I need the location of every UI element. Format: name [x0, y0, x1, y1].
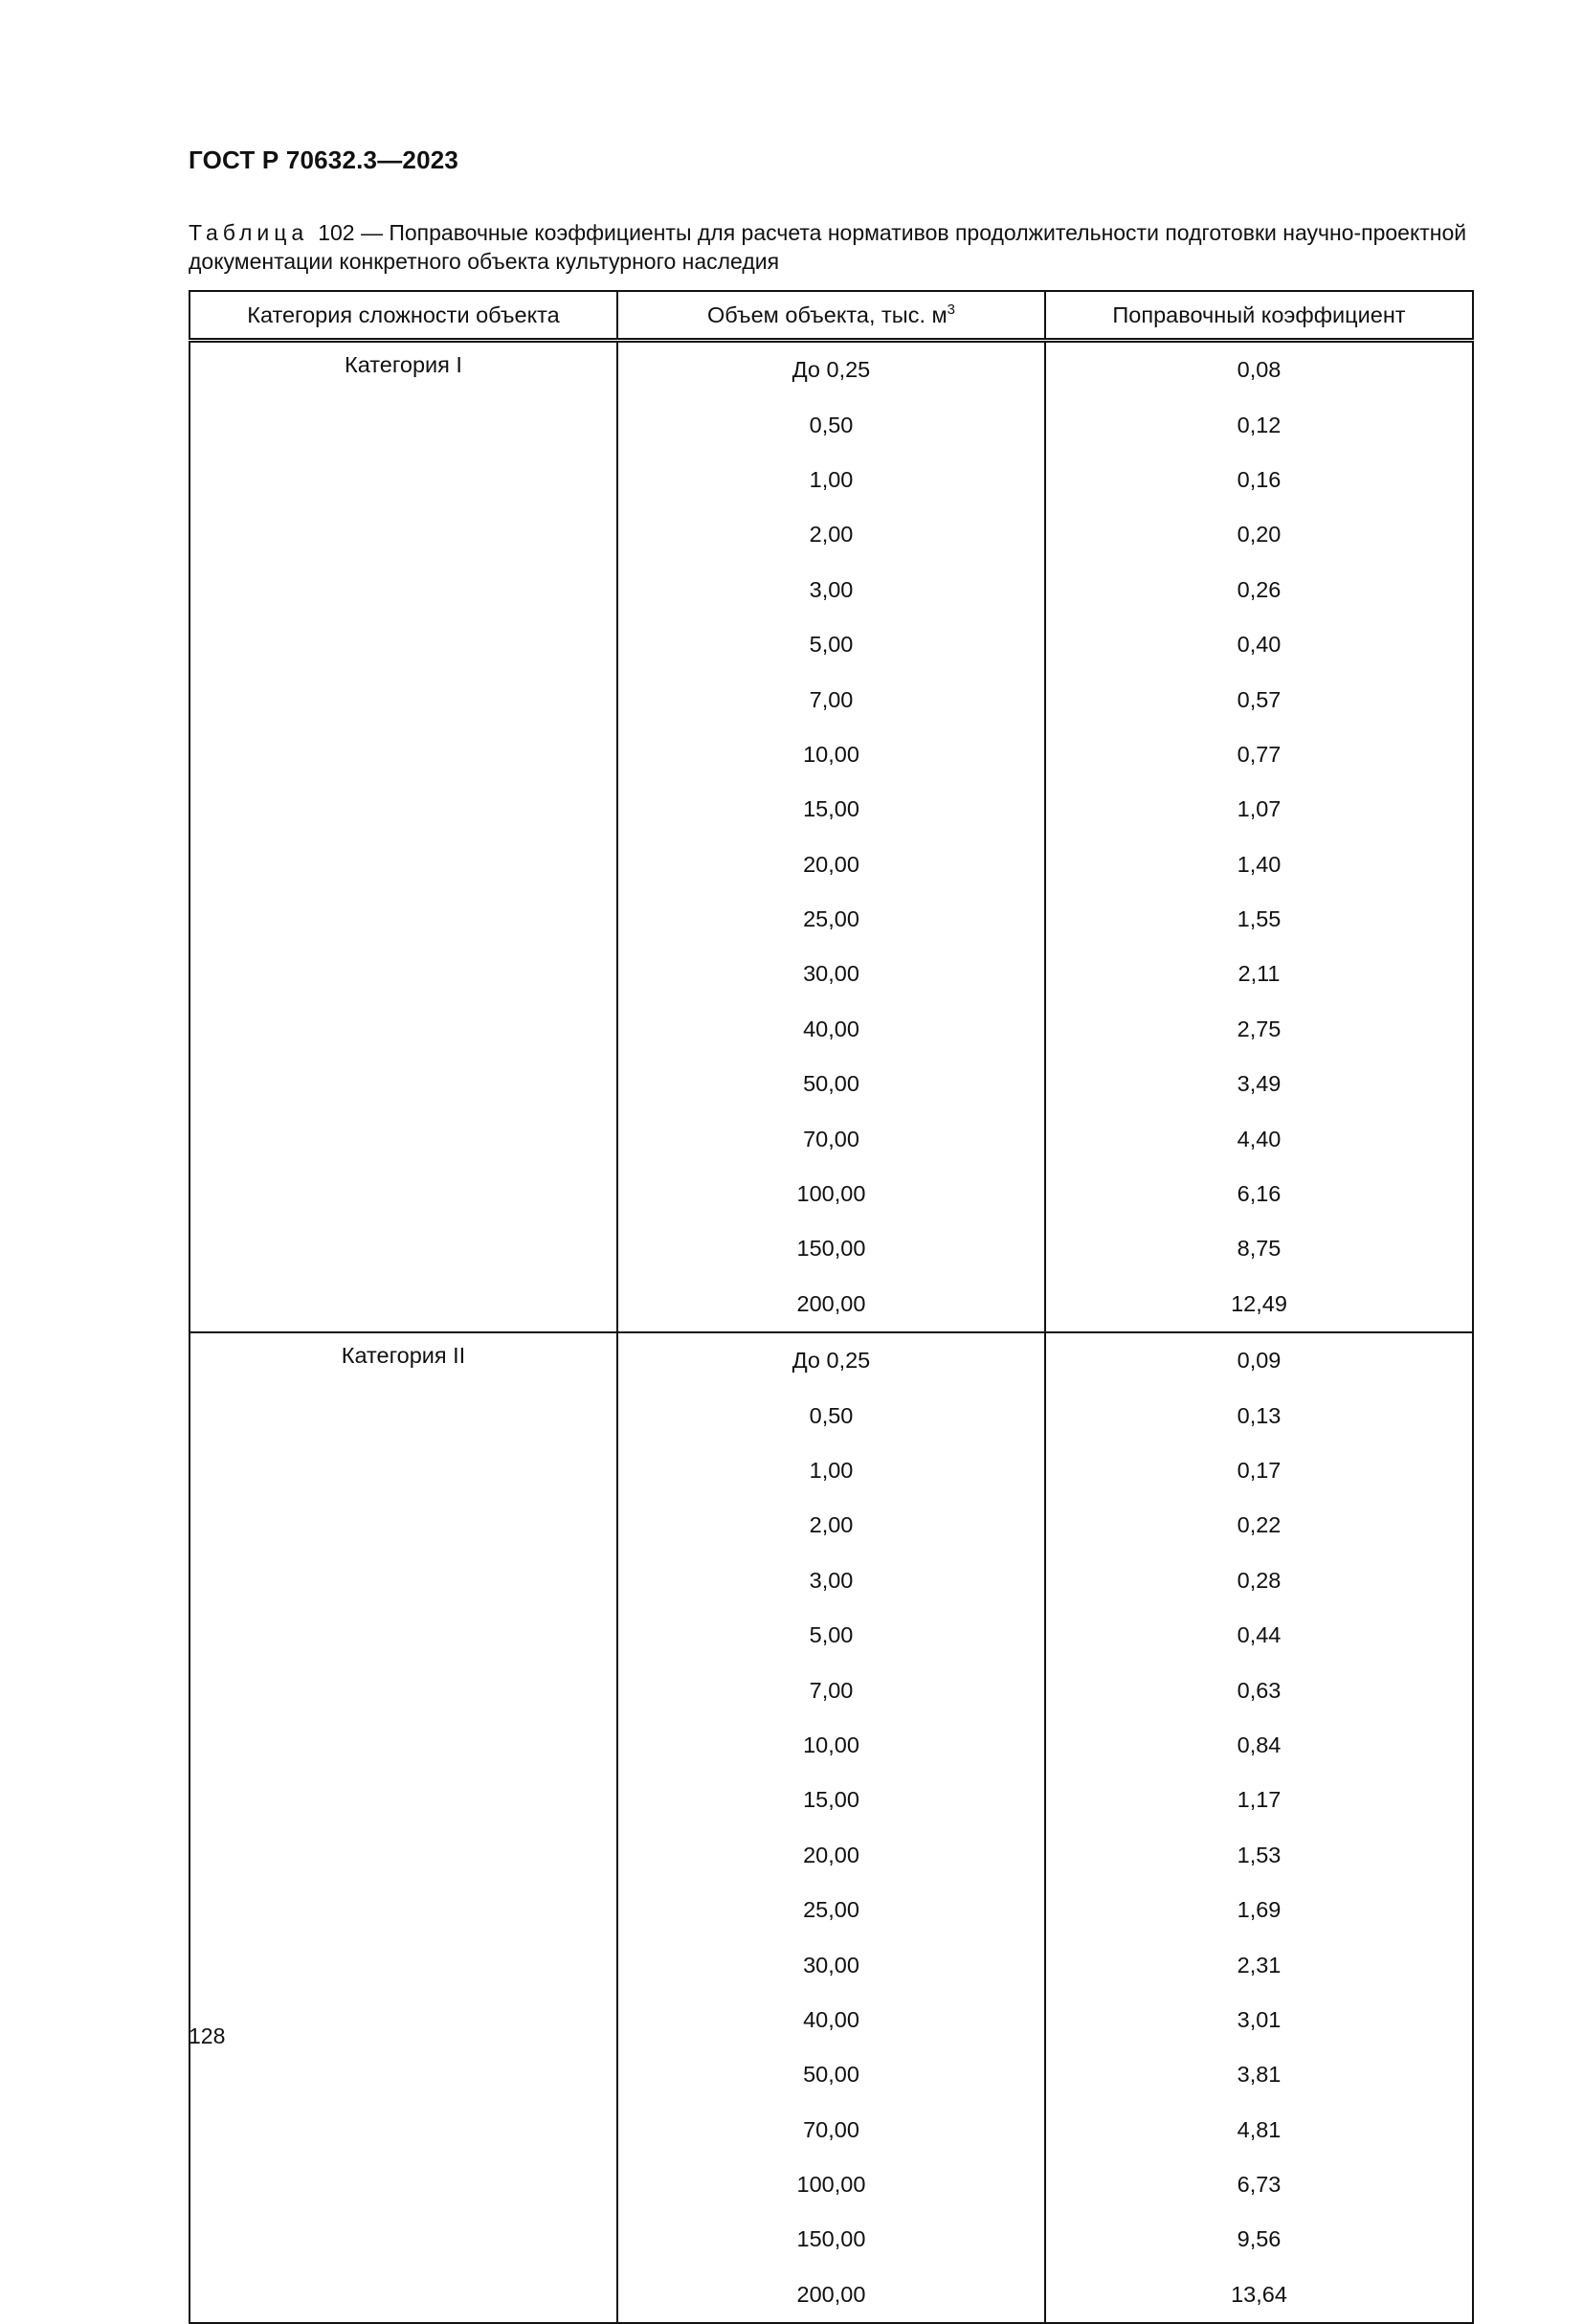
- table-row: [190, 1883, 1473, 1937]
- coefficient-cell: 0,44: [1045, 1608, 1473, 1663]
- category-cell: [190, 1388, 617, 1442]
- category-cell: [190, 1937, 617, 1992]
- category-cell: [190, 1057, 617, 1111]
- table-row: [190, 1937, 1473, 1992]
- category-cell: [190, 1773, 617, 1827]
- table-body: [190, 341, 1473, 2324]
- volume-cell: 2,00: [617, 1498, 1045, 1553]
- volume-cell: 25,00: [617, 1883, 1045, 1937]
- volume-cell: 100,00: [617, 2157, 1045, 2212]
- volume-cell: 70,00: [617, 1111, 1045, 1166]
- table-row: [190, 892, 1473, 947]
- category-cell: [190, 1553, 617, 1608]
- category-cell: [190, 892, 617, 947]
- category-cell: [190, 782, 617, 837]
- coefficient-cell: 0,57: [1045, 672, 1473, 726]
- coefficient-cell: 0,16: [1045, 453, 1473, 507]
- table-row: [190, 727, 1473, 782]
- volume-cell: 30,00: [617, 1937, 1045, 1992]
- volume-cell: 0,50: [617, 397, 1045, 452]
- coefficient-cell: 0,20: [1045, 507, 1473, 562]
- table-caption: [189, 218, 1471, 276]
- coefficient-cell: 0,40: [1045, 617, 1473, 672]
- volume-cell: 3,00: [617, 563, 1045, 617]
- volume-cell: До 0,25: [617, 341, 1045, 398]
- header-volume-superscript: 3: [947, 301, 956, 318]
- table-row: [190, 1663, 1473, 1717]
- category-cell: [190, 2157, 617, 2212]
- coefficient-cell: 4,81: [1045, 2103, 1473, 2157]
- category-cell: [190, 947, 617, 1001]
- table-row: [190, 782, 1473, 837]
- table-row: [190, 947, 1473, 1001]
- category-cell: [190, 563, 617, 617]
- volume-cell: 20,00: [617, 838, 1045, 892]
- coefficient-cell: 0,13: [1045, 1388, 1473, 1442]
- category-cell: [190, 453, 617, 507]
- category-cell: [190, 1993, 617, 2047]
- coefficient-cell: 4,40: [1045, 1111, 1473, 1166]
- category-cell: [190, 1221, 617, 1276]
- volume-cell: 25,00: [617, 892, 1045, 947]
- volume-cell: 5,00: [617, 617, 1045, 672]
- category-cell: [190, 672, 617, 726]
- category-cell: [190, 838, 617, 892]
- coefficient-cell: 13,64: [1045, 2268, 1473, 2323]
- table-row: [190, 1057, 1473, 1111]
- page-number: 128: [189, 2023, 226, 2048]
- table-row: [190, 1277, 1473, 1332]
- coefficient-cell: 6,73: [1045, 2157, 1473, 2212]
- table-caption-label: Таблица: [189, 220, 309, 245]
- coefficient-cell: 1,69: [1045, 1883, 1473, 1937]
- category-cell: [190, 1883, 617, 1937]
- header-volume: Объем объекта, тыс. $м^3$: [617, 291, 1045, 341]
- coefficient-cell: 0,77: [1045, 727, 1473, 782]
- table-row: [190, 1498, 1473, 1553]
- table-row: [190, 2103, 1473, 2157]
- table-row: [190, 1111, 1473, 1166]
- table-row: [190, 838, 1473, 892]
- coefficient-cell: 1,55: [1045, 892, 1473, 947]
- volume-cell: 150,00: [617, 1221, 1045, 1276]
- volume-cell: 70,00: [617, 2103, 1045, 2157]
- category-cell: Категория II: [190, 1332, 617, 1388]
- category-cell: [190, 1167, 617, 1221]
- coefficient-cell: 1,17: [1045, 1773, 1473, 1827]
- volume-cell: 40,00: [617, 1993, 1045, 2047]
- table-row: [190, 2157, 1473, 2212]
- coefficient-cell: 3,81: [1045, 2047, 1473, 2102]
- coefficient-cell: 3,01: [1045, 1993, 1473, 2047]
- table-row: [190, 1718, 1473, 1773]
- volume-cell: 7,00: [617, 1663, 1045, 1717]
- table-row: [190, 1828, 1473, 1883]
- category-cell: [190, 507, 617, 562]
- table-header-row: [190, 291, 1473, 341]
- table-row: [190, 1167, 1473, 1221]
- volume-cell: 10,00: [617, 1718, 1045, 1773]
- table-row: [190, 397, 1473, 452]
- category-cell: [190, 1277, 617, 1332]
- coefficient-cell: 2,31: [1045, 1937, 1473, 1992]
- category-cell: [190, 1663, 617, 1717]
- coefficient-cell: 0,84: [1045, 1718, 1473, 1773]
- table-row: [190, 1993, 1473, 2047]
- volume-cell: 0,50: [617, 1388, 1045, 1442]
- volume-cell: 200,00: [617, 1277, 1045, 1332]
- category-cell: [190, 2268, 617, 2323]
- volume-cell: 5,00: [617, 1608, 1045, 1663]
- category-cell: [190, 617, 617, 672]
- table-row: [190, 1332, 1473, 1388]
- coefficient-cell: 9,56: [1045, 2212, 1473, 2267]
- coefficient-cell: 0,22: [1045, 1498, 1473, 1553]
- volume-cell: 200,00: [617, 2268, 1045, 2323]
- table-row: [190, 1553, 1473, 1608]
- volume-cell: 1,00: [617, 1443, 1045, 1498]
- header-coefficient: Поправочный коэффициент: [1045, 291, 1473, 341]
- volume-cell: 150,00: [617, 2212, 1045, 2267]
- table-caption-text: 102 — Поправочные коэффициенты для расчета нормативов продолжительности подготовки научно-проектной документации конкретного объекта культурного наследия: [189, 220, 1467, 274]
- coefficient-cell: 0,17: [1045, 1443, 1473, 1498]
- category-cell: [190, 397, 617, 452]
- table-row: [190, 1221, 1473, 1276]
- coefficient-cell: 6,16: [1045, 1167, 1473, 1221]
- category-cell: [190, 1718, 617, 1773]
- table-row: [190, 1773, 1473, 1827]
- category-cell: [190, 727, 617, 782]
- table-row: [190, 672, 1473, 726]
- table-row: [190, 2212, 1473, 2267]
- coefficient-cell: 1,53: [1045, 1828, 1473, 1883]
- category-cell: [190, 1498, 617, 1553]
- coefficient-cell: 8,75: [1045, 1221, 1473, 1276]
- volume-cell: 50,00: [617, 2047, 1045, 2102]
- volume-cell: 7,00: [617, 672, 1045, 726]
- coefficient-cell: 0,28: [1045, 1553, 1473, 1608]
- table-row: [190, 563, 1473, 617]
- volume-cell: 15,00: [617, 1773, 1045, 1827]
- volume-cell: 1,00: [617, 453, 1045, 507]
- coefficient-cell: 1,07: [1045, 782, 1473, 837]
- volume-cell: 10,00: [617, 727, 1045, 782]
- coefficient-cell: 0,63: [1045, 1663, 1473, 1717]
- category-cell: [190, 1608, 617, 1663]
- volume-cell: 30,00: [617, 947, 1045, 1001]
- coefficient-cell: 12,49: [1045, 1277, 1473, 1332]
- header-category: Категория сложности объекта: [190, 291, 617, 341]
- coefficient-cell: 3,49: [1045, 1057, 1473, 1111]
- table-row: [190, 1608, 1473, 1663]
- table-row: [190, 453, 1473, 507]
- volume-cell: 100,00: [617, 1167, 1045, 1221]
- category-cell: [190, 1828, 617, 1883]
- category-cell: [190, 1443, 617, 1498]
- table-row: [190, 1388, 1473, 1442]
- coefficient-cell: 0,12: [1045, 397, 1473, 452]
- category-cell: [190, 2212, 617, 2267]
- coefficient-cell: 0,26: [1045, 563, 1473, 617]
- coefficient-table: [189, 290, 1474, 2324]
- coefficient-cell: 2,11: [1045, 947, 1473, 1001]
- category-cell: [190, 1002, 617, 1057]
- volume-cell: 3,00: [617, 1553, 1045, 1608]
- category-cell: [190, 1111, 617, 1166]
- coefficient-cell: 2,75: [1045, 1002, 1473, 1057]
- table-row: [190, 2268, 1473, 2323]
- coefficient-cell: 1,40: [1045, 838, 1473, 892]
- volume-cell: 50,00: [617, 1057, 1045, 1111]
- table-row: [190, 341, 1473, 398]
- document-code: ГОСТ Р 70632.3—2023: [189, 145, 459, 174]
- volume-cell: 20,00: [617, 1828, 1045, 1883]
- volume-cell: 40,00: [617, 1002, 1045, 1057]
- table-row: [190, 1443, 1473, 1498]
- category-cell: [190, 2047, 617, 2102]
- table-row: [190, 2047, 1473, 2102]
- coefficient-cell: 0,09: [1045, 1332, 1473, 1388]
- table-row: [190, 507, 1473, 562]
- category-cell: Категория I: [190, 341, 617, 398]
- table-row: [190, 1002, 1473, 1057]
- category-cell: [190, 2103, 617, 2157]
- volume-cell: До 0,25: [617, 1332, 1045, 1388]
- coefficient-cell: 0,08: [1045, 341, 1473, 398]
- table-row: [190, 617, 1473, 672]
- volume-cell: 2,00: [617, 507, 1045, 562]
- volume-cell: 15,00: [617, 782, 1045, 837]
